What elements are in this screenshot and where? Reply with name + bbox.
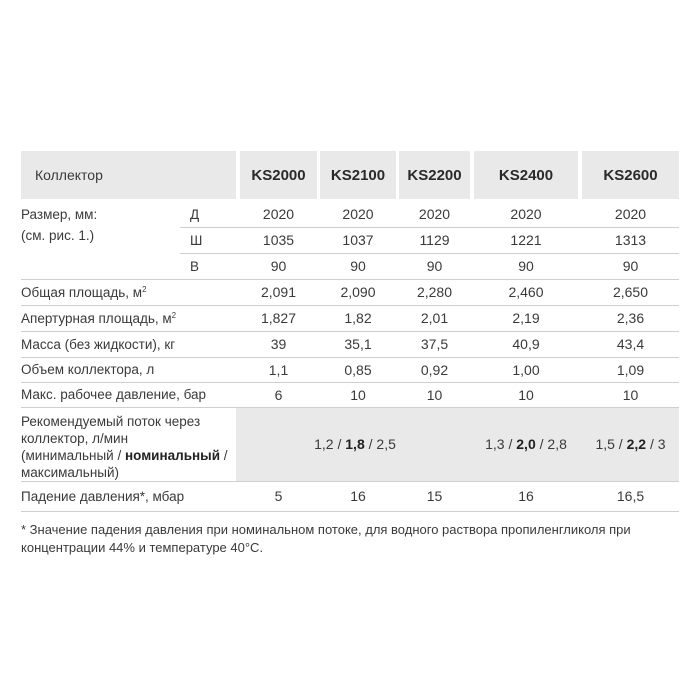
total-area-label — [21, 279, 147, 305]
max-pressure-ks2100: 10 — [350, 386, 366, 403]
size-height-ks2600: 90 — [622, 258, 639, 274]
size-length-ks2600: 2020 — [614, 206, 647, 222]
size-height-ks2000: 90 — [270, 258, 287, 274]
total-area-ks2100: 2,090 — [340, 284, 376, 300]
mass-ks2600: 43,4 — [616, 336, 645, 352]
total-area-ks2000: 2,091 — [260, 284, 297, 300]
size-width-ks2600: 1313 — [614, 232, 647, 248]
pressure-drop-ks2000: 5 — [274, 488, 283, 504]
aperture-area-ks2100: 1,82 — [344, 310, 372, 326]
model-header-ks2100: KS2100 — [330, 166, 386, 184]
total-area-ks2200: 2,280 — [416, 284, 453, 300]
size-width-ks2400: 1221 — [510, 232, 542, 248]
aperture-area-ks2200: 2,01 — [420, 310, 449, 326]
size-label-line2: (см. рис. 1.) — [21, 227, 95, 243]
total-area-label-sup: 2 — [142, 284, 147, 294]
size-height-ks2400: 90 — [518, 258, 534, 274]
volume-ks2100: 0,85 — [344, 361, 372, 378]
size-label-line1: Размер, мм: — [21, 206, 98, 222]
model-header-ks2000: KS2000 — [251, 166, 306, 184]
size-length-ks2400: 2020 — [510, 206, 542, 222]
size-width-ks2000: 1035 — [262, 232, 295, 248]
aperture-area-label — [21, 305, 176, 331]
flow-values-group1: 1,2 / 1,8 / 2,5 — [314, 436, 396, 452]
size-width-ks2200: 1129 — [419, 232, 450, 248]
size-width-ks2100: 1037 — [342, 232, 374, 248]
divider — [21, 511, 679, 512]
pressure-drop-label: Падение давления*, мбар — [21, 488, 185, 504]
flow-label-line1: Рекомендуемый поток через — [21, 414, 201, 429]
total-area-label-text: Общая площадь, м — [21, 284, 143, 300]
footnote-line1: * Значение падения давления при номинальном потоке, для водного раствора пропиленгликоля при — [21, 522, 631, 537]
size-dim-length: Д — [190, 206, 200, 222]
flow-label — [21, 413, 228, 481]
pressure-drop-ks2600: 16,5 — [616, 488, 645, 504]
size-height-ks2100: 90 — [350, 258, 366, 274]
aperture-area-ks2600: 2,36 — [616, 310, 645, 326]
volume-label: Объем коллектора, л — [21, 362, 155, 377]
total-area-ks2400: 2,460 — [508, 284, 544, 300]
aperture-area-label-text: Апертурная площадь, м — [21, 310, 172, 326]
mass-ks2400: 40,9 — [512, 336, 540, 352]
size-length-ks2100: 2020 — [342, 206, 374, 222]
volume-ks2000: 1,1 — [268, 361, 289, 378]
max-pressure-label: Макс. рабочее давление, бар — [21, 387, 207, 402]
flow-label-line2: коллектор, л/мин — [21, 431, 129, 446]
mass-ks2100: 35,1 — [344, 336, 372, 352]
volume-ks2200: 0,92 — [420, 361, 449, 378]
size-dim-height: В — [190, 258, 200, 274]
mass-ks2000: 39 — [270, 336, 287, 352]
pressure-drop-ks2400: 16 — [518, 488, 534, 504]
volume-ks2400: 1,00 — [512, 361, 540, 378]
aperture-area-ks2400: 2,19 — [512, 310, 540, 326]
model-header-ks2200: KS2200 — [407, 166, 462, 184]
size-height-ks2200: 90 — [426, 258, 443, 274]
size-dim-width: Ш — [190, 232, 203, 248]
volume-ks2600: 1,09 — [616, 361, 645, 378]
flow-values-group3: 1,5 / 2,2 / 3 — [595, 436, 666, 452]
model-header-ks2600: KS2600 — [603, 166, 658, 184]
total-area-ks2600: 2,650 — [612, 284, 649, 300]
max-pressure-ks2000: 6 — [274, 386, 283, 403]
pressure-drop-ks2100: 16 — [350, 488, 366, 504]
flow-label-line4: максимальный) — [21, 465, 120, 480]
mass-ks2200: 37,5 — [420, 336, 449, 352]
aperture-area-ks2000: 1,827 — [260, 310, 297, 326]
footnote-line2: концентрации 44% и температуре 40°С. — [21, 540, 264, 555]
flow-label-line3: (минимальный / номинальный / — [21, 448, 228, 463]
header-corner-label: Коллектор — [35, 167, 103, 183]
flow-values-group2: 1,3 / 2,0 / 2,8 — [485, 436, 567, 452]
max-pressure-ks2600: 10 — [622, 386, 639, 403]
max-pressure-ks2200: 10 — [426, 386, 443, 403]
size-length-ks2200: 2020 — [418, 206, 451, 222]
max-pressure-ks2400: 10 — [518, 386, 534, 403]
pressure-drop-ks2200: 15 — [426, 488, 443, 504]
size-length-ks2000: 2020 — [262, 206, 295, 222]
model-header-ks2400: KS2400 — [498, 166, 554, 184]
aperture-area-label-sup: 2 — [171, 310, 177, 320]
footnote — [21, 521, 631, 557]
mass-label: Масса (без жидкости), кг — [21, 336, 176, 352]
